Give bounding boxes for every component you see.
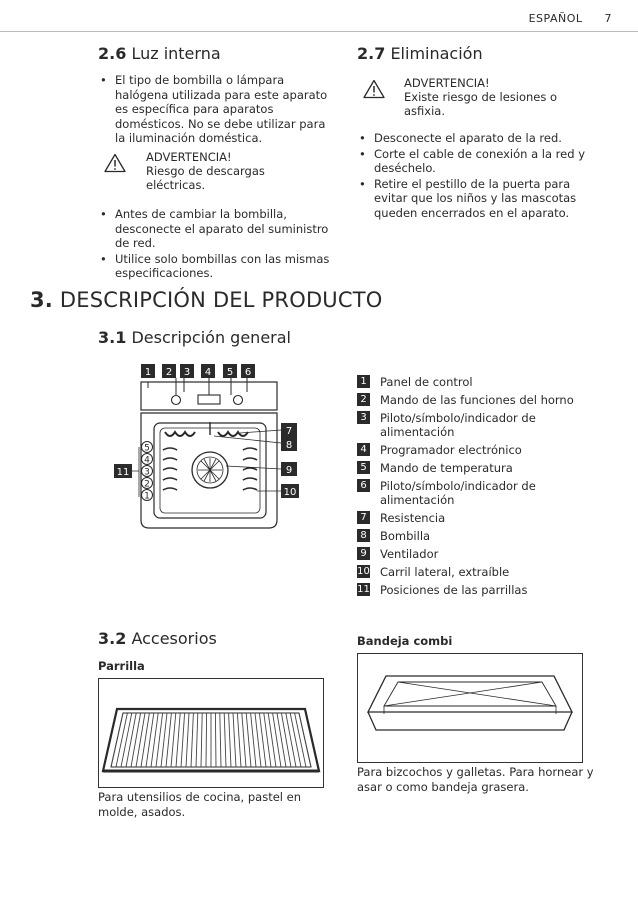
diagram-label: 2: [165, 367, 173, 378]
section-number: 3.1: [98, 328, 127, 347]
legend-item: [357, 511, 607, 525]
legend-number: 1: [357, 375, 370, 388]
rack-level: 3: [144, 467, 150, 478]
warning-text: Existe riesgo de lesiones o asfixia.: [404, 90, 558, 118]
legend-item: [357, 547, 607, 561]
diagram-label: 9: [285, 465, 293, 476]
section-3-1-heading: [98, 328, 291, 347]
legend-item: [357, 411, 607, 439]
parrilla-caption: Para utensilios de cocina, pastel en molde, asados.: [98, 790, 302, 819]
section-title: Descripción general: [131, 328, 291, 347]
list-item: • Retire el pestillo de la puerta para evitar que los niños y las mascotas queden encerrados en el aparato.: [357, 177, 593, 221]
legend-number: 11: [357, 584, 370, 595]
legend-text: Mando de las funciones del horno: [380, 393, 574, 407]
section-title: Eliminación: [390, 44, 483, 63]
chapter-3-heading: [30, 288, 383, 312]
section-2-6-bullets-bottom: [98, 207, 334, 282]
legend-text: Mando de temperatura: [380, 461, 513, 475]
warning-text: Riesgo de descargas eléctricas.: [146, 164, 265, 192]
rack-level-markers: [142, 442, 153, 502]
legend-text: Panel de control: [380, 375, 473, 389]
list-item: • El tipo de bombilla o lámpara halógena utilizada para este aparato es específica para aparatos domésticos. No se debe utilizar para la iluminación doméstica.: [98, 73, 334, 146]
diagram-label: 3: [183, 367, 191, 378]
legend-text: Programador electrónico: [380, 443, 522, 457]
diagram-label: 1: [144, 367, 152, 378]
page-number: 7: [604, 12, 612, 25]
section-title: Accesorios: [131, 629, 217, 648]
oven-diagram: [110, 360, 310, 535]
warning-box-2-6: [146, 150, 296, 192]
legend-text: Ventilador: [380, 547, 439, 561]
legend-number: 2: [357, 393, 370, 406]
bandeja-image-frame: [357, 653, 583, 763]
diagram-label: 8: [285, 440, 293, 451]
section-2-6-heading: [98, 44, 221, 63]
parrilla-title: Parrilla: [98, 659, 145, 673]
rack-level: 2: [144, 479, 150, 490]
list-item: • Corte el cable de conexión a la red y deséchelo.: [357, 147, 593, 176]
diagram-right-labels: [281, 423, 299, 498]
section-2-7-bullets: [357, 131, 593, 221]
chapter-title: DESCRIPCIÓN DEL PRODUCTO: [59, 288, 383, 312]
section-number: 3.2: [98, 629, 127, 648]
section-title: Luz interna: [131, 44, 221, 63]
list-item: • Desconecte el aparato de la red.: [357, 131, 593, 146]
warning-title: ADVERTENCIA!: [146, 150, 232, 164]
legend-number: 7: [357, 511, 370, 524]
legend-item: [357, 375, 607, 389]
legend-item: [357, 443, 607, 457]
diagram-label: 4: [204, 367, 212, 378]
legend-text: Carril lateral, extraíble: [380, 565, 510, 579]
legend-item: [357, 565, 607, 579]
section-2-7-heading: [357, 44, 483, 63]
parrilla-image-frame: [98, 678, 324, 788]
header-language: ESPAÑOL: [528, 12, 583, 25]
legend-number: 5: [357, 461, 370, 474]
baking-tray-illustration: [358, 654, 582, 762]
legend-item: [357, 583, 607, 597]
legend-text: Posiciones de las parrillas: [380, 583, 528, 597]
legend-text: Piloto/símbolo/indicador de alimentación: [380, 479, 536, 507]
legend-text: Piloto/símbolo/indicador de alimentación: [380, 411, 536, 439]
section-3-2-heading: [98, 629, 217, 648]
list-item: • Utilice solo bombillas con las mismas especificaciones.: [98, 252, 334, 281]
legend-number: 8: [357, 529, 370, 542]
warning-box-2-7: [404, 76, 574, 118]
chapter-number: 3.: [30, 288, 53, 312]
legend-item: [357, 529, 607, 543]
rack-level: 4: [144, 455, 150, 466]
warning-icon: [104, 153, 126, 173]
diagram-label: 6: [244, 367, 252, 378]
diagram-label: 5: [226, 367, 234, 378]
rack-level: 5: [144, 443, 150, 454]
legend-number: 9: [357, 547, 370, 560]
legend-number: 3: [357, 411, 370, 424]
legend-number: 4: [357, 443, 370, 456]
section-2-6-bullets-top: [98, 73, 334, 147]
legend-number: 6: [357, 479, 370, 492]
header-divider: [0, 31, 638, 32]
bandeja-caption: Para bizcochos y galletas. Para hornear y asar o como bandeja grasera.: [357, 765, 594, 794]
diagram-label: 10: [283, 487, 297, 498]
warning-icon: [363, 79, 385, 99]
legend-text: Resistencia: [380, 511, 446, 525]
diagram-legend: [357, 375, 607, 601]
section-number: 2.6: [98, 44, 127, 63]
legend-text: Bombilla: [380, 529, 431, 543]
diagram-label: 7: [285, 426, 293, 437]
rack-level: 1: [144, 491, 150, 502]
section-number: 2.7: [357, 44, 386, 63]
legend-number: 10: [357, 566, 370, 577]
legend-item: [357, 479, 607, 507]
warning-title: ADVERTENCIA!: [404, 76, 490, 90]
wire-rack-illustration: [99, 679, 323, 787]
diagram-top-labels: [141, 364, 255, 378]
list-item: • Antes de cambiar la bombilla, desconecte el aparato del suministro de red.: [98, 207, 334, 251]
legend-item: [357, 461, 607, 475]
diagram-label: 11: [116, 467, 130, 478]
legend-item: [357, 393, 607, 407]
bandeja-title: Bandeja combi: [357, 634, 453, 648]
page-header: [529, 12, 612, 25]
